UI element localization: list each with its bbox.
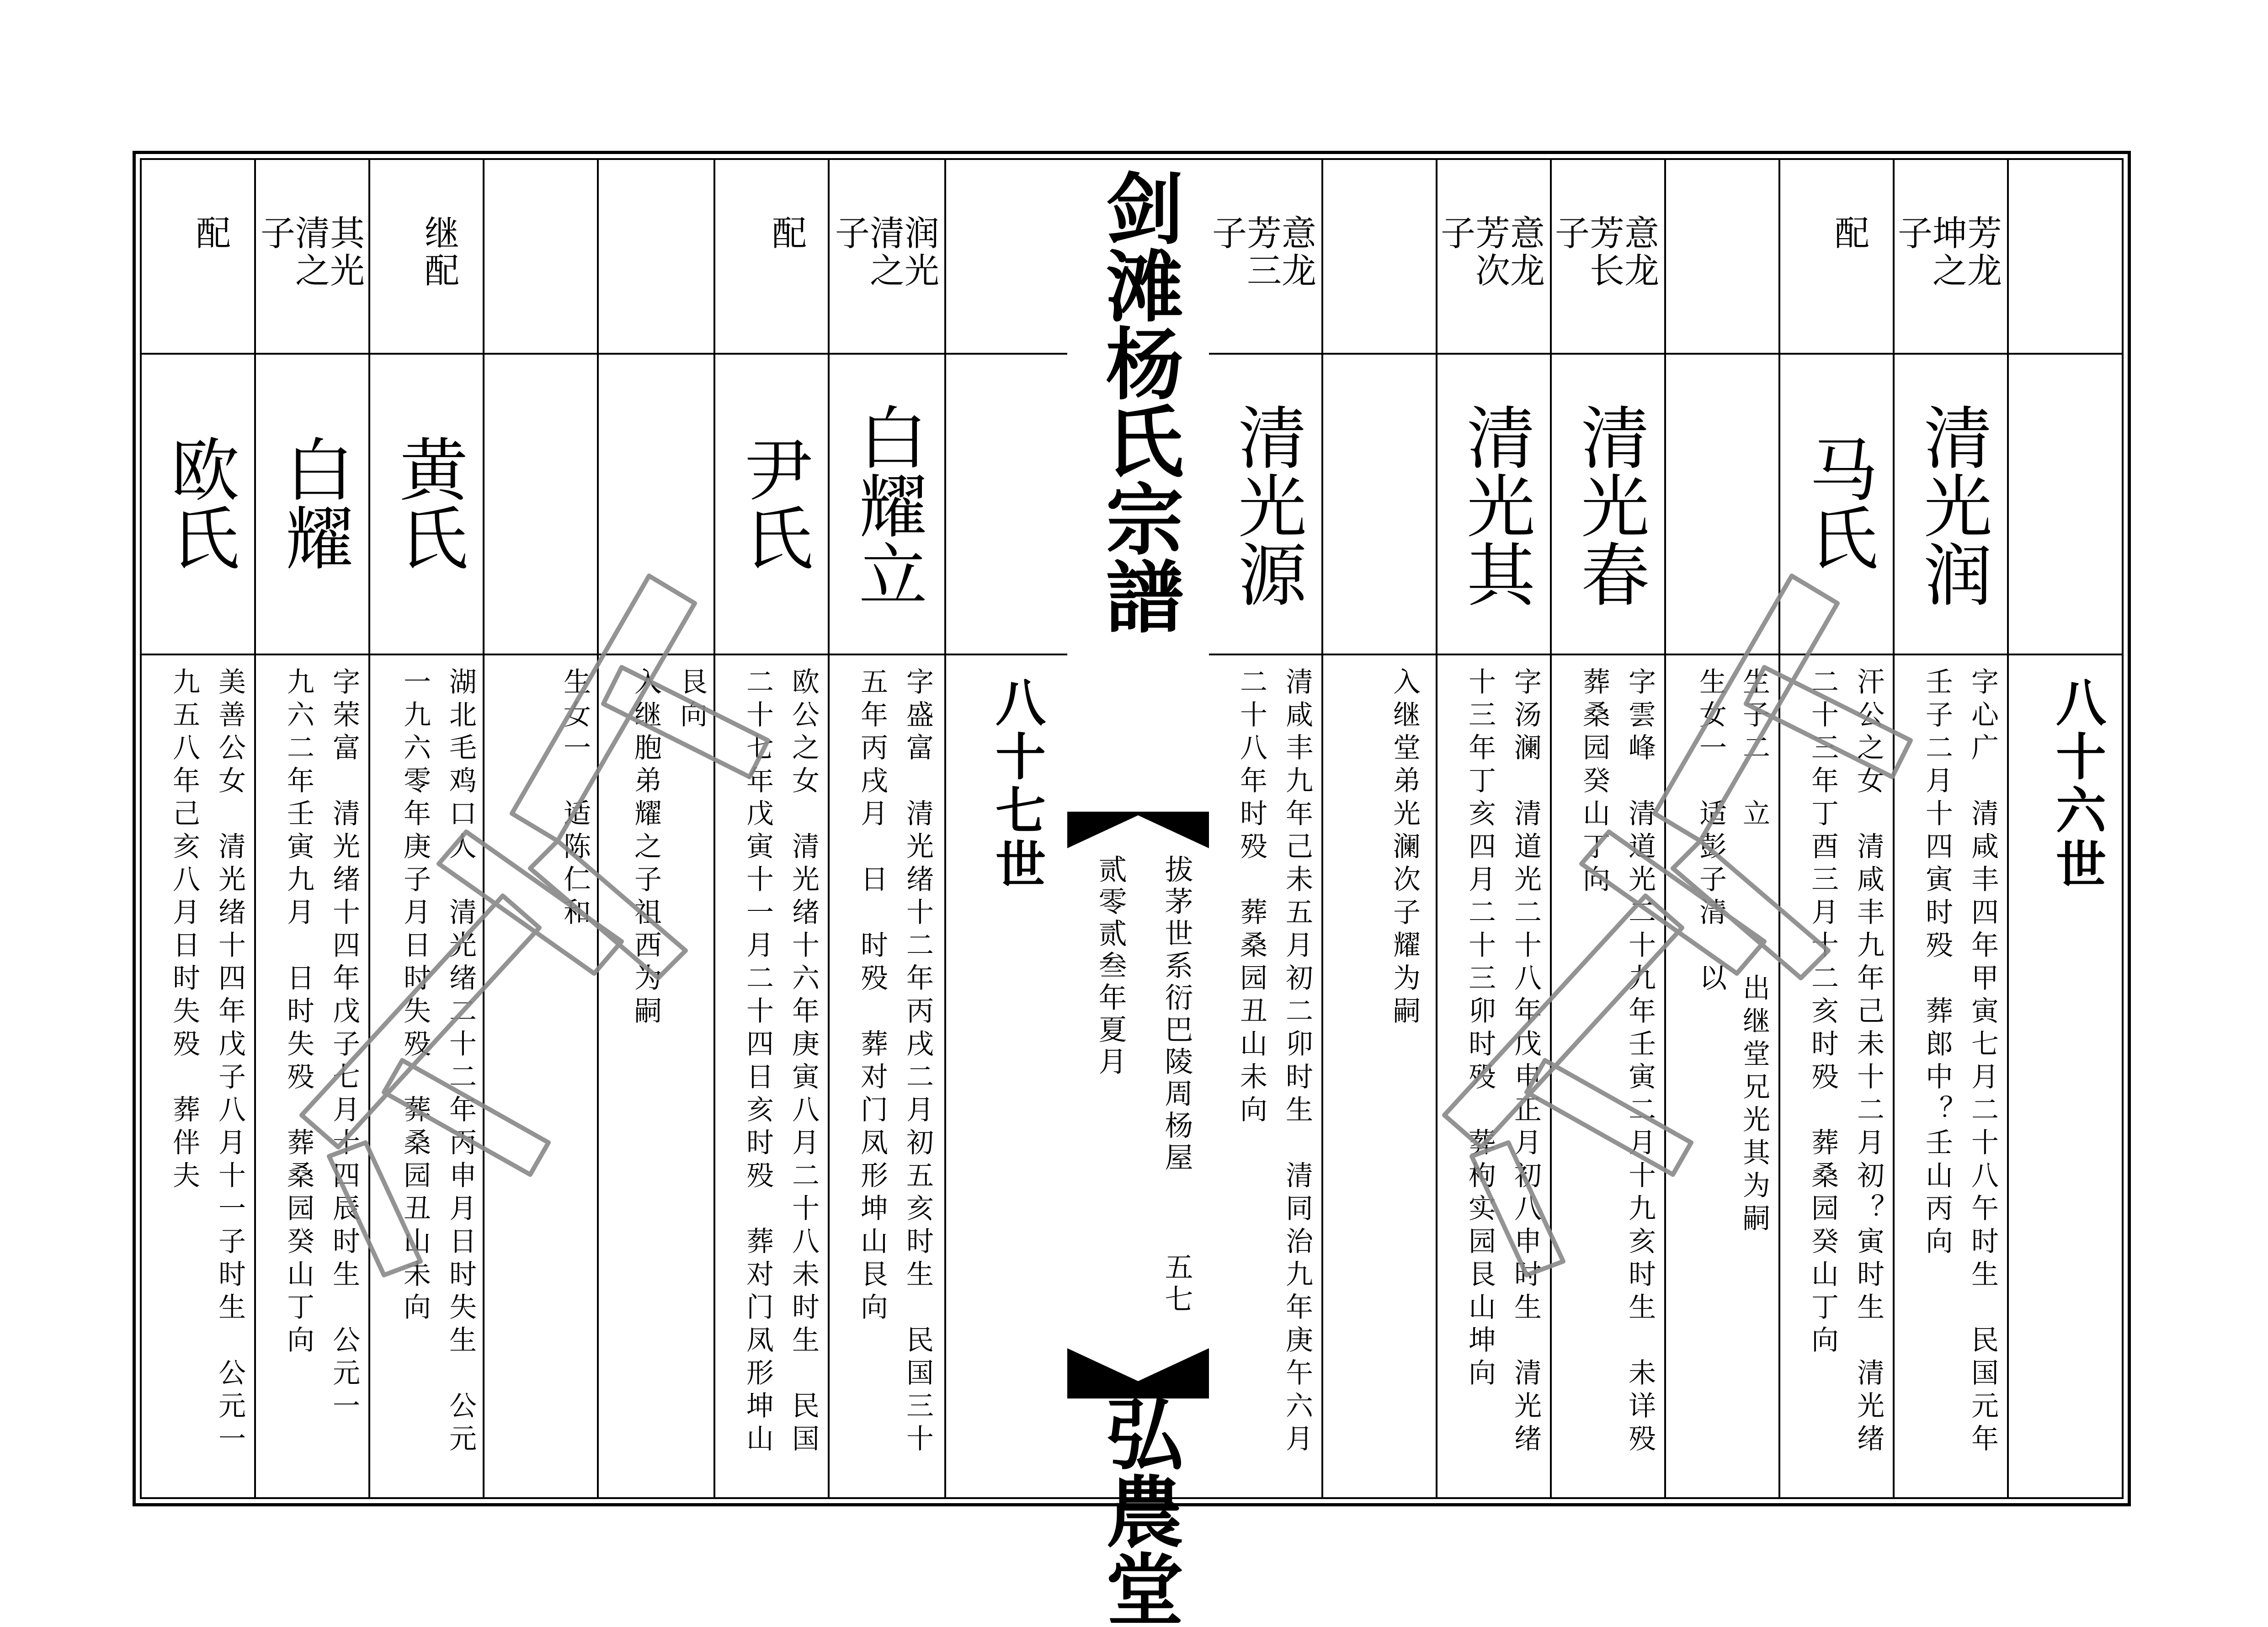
spine-top-ornament bbox=[1067, 812, 1209, 848]
person-detail-line: 十三年丁亥四月二十三卯时殁 葬枸实园艮山坤向 bbox=[1464, 667, 1496, 1391]
person-detail-line: 艮向 bbox=[676, 667, 708, 733]
person-name: 马氏 bbox=[1798, 434, 1877, 571]
person-detail-line: 欧公之女 清光绪十六年庚寅八月二十八未时生 民国 bbox=[788, 667, 820, 1457]
spine-bottom-ornament bbox=[1067, 1348, 1209, 1398]
person-detail-line: 五年丙戌月 日 时殁 葬对门凤形坤山艮向 bbox=[856, 667, 888, 1325]
person-name: 清光源 bbox=[1226, 402, 1306, 608]
person-detail-line: 字心广 清咸丰四年甲寅七月二十八午时生 民国元年 bbox=[1967, 667, 1999, 1457]
person-detail-line: 葬桑园癸山丁向 bbox=[1578, 667, 1610, 898]
person-detail-line: 生女一 适陈仁和 bbox=[559, 667, 591, 930]
person-name: 白耀 bbox=[273, 434, 353, 571]
person-detail-line: 入继堂弟光澜次子耀为嗣 bbox=[1389, 667, 1421, 1029]
hall-name: 弘農堂 bbox=[1092, 1394, 1184, 1627]
person-detail-line: 字雲峰 清道光二十九年壬寅二月十九亥时生 未详殁 bbox=[1624, 667, 1656, 1457]
person-detail-line: 美善公女 清光绪十四年戊子八月十一子时生 公元一 bbox=[214, 667, 246, 1457]
person-detail-line: 湖北毛鸡口人 清光绪二十二年丙申月日时失生 公元 bbox=[445, 667, 477, 1457]
person-detail-line: 一九六零年庚子月日时失殁 葬桑园丑山未向 bbox=[399, 667, 431, 1325]
person-detail-line: 二十三年丁酉三月十二亥时殁 葬桑园癸山丁向 bbox=[1807, 667, 1839, 1358]
relation-label: 配 bbox=[772, 213, 807, 254]
person-name: 清光其 bbox=[1455, 402, 1534, 608]
person-name: 黄氏 bbox=[388, 434, 467, 571]
person-detail-line: 生子二 立 bbox=[1738, 667, 1770, 832]
relation-label: 子芳意 次龙 bbox=[1441, 213, 1545, 291]
person-name: 清光春 bbox=[1569, 402, 1649, 608]
person-detail-line: 二十七年戊寅十一月二十四日亥时殁 葬对门凤形坤山 bbox=[742, 667, 774, 1457]
person-detail-line: 汗公之女 清咸丰九年己未十二月初？寅时生 清光绪 bbox=[1853, 667, 1885, 1457]
genealogy-title: 剑滩杨氏宗譜 bbox=[1092, 168, 1184, 634]
generation-87: 八十七世 bbox=[987, 676, 1046, 892]
person-name: 尹氏 bbox=[733, 434, 812, 571]
person-detail-line: 九五八年己亥八月日时失殁 葬伴夫 bbox=[168, 667, 200, 1194]
person-detail-line: 出继堂兄光其为嗣 bbox=[1738, 973, 1770, 1237]
person-detail-line: 壬子二月十四寅时殁 葬郎中？壬山丙向 bbox=[1921, 667, 1953, 1260]
relation-label: 子芳意 三龙 bbox=[1212, 213, 1316, 291]
person-detail-line: 字盛富 清光绪十二年丙戌二月初五亥时生 民国三十 bbox=[902, 667, 934, 1457]
person-detail-line: 清咸丰九年己未五月初二卯时生 清同治九年庚午六月 bbox=[1281, 667, 1313, 1457]
spine-source: 拔茅世系衍巴陵周杨屋 bbox=[1160, 855, 1193, 1175]
generation-86: 八十六世 bbox=[2048, 676, 2107, 892]
person-detail-line: 字汤澜 清道光二十八年戊申正月初八申时生 清光绪 bbox=[1510, 667, 1542, 1457]
person-name: 清光润 bbox=[1912, 402, 1991, 608]
person-name: 欧氏 bbox=[159, 434, 239, 571]
person-detail-line: 九六二年壬寅九月 日时失殁 葬桑园癸山丁向 bbox=[282, 667, 314, 1358]
relation-label: 配 bbox=[196, 213, 231, 254]
person-detail-line: 字荣富 清光绪十四年戊子七月十四辰时生 公元一 bbox=[328, 667, 360, 1424]
spine-page-number: 五七 bbox=[1160, 1252, 1193, 1316]
relation-label: 子清其 之光 bbox=[261, 213, 365, 291]
relation-label: 子芳意 长龙 bbox=[1555, 213, 1659, 291]
spine-date: 贰零贰叁年夏月 bbox=[1094, 855, 1127, 1079]
person-detail-line: 二十八年时殁 葬桑园丑山未向 bbox=[1235, 667, 1267, 1128]
person-name: 白耀立 bbox=[847, 402, 926, 608]
relation-label: 继 配 bbox=[425, 213, 459, 291]
relation-label: 配 bbox=[1835, 213, 1869, 254]
person-detail-line: 入继胞弟耀之子祖西为嗣 bbox=[630, 667, 662, 1029]
relation-label: 子坤芳 之龙 bbox=[1898, 213, 2002, 291]
person-detail-line: 生女一 适彭子清 以 bbox=[1695, 667, 1727, 996]
relation-label: 子清润 之光 bbox=[835, 213, 939, 291]
spine bbox=[1067, 160, 1209, 1627]
